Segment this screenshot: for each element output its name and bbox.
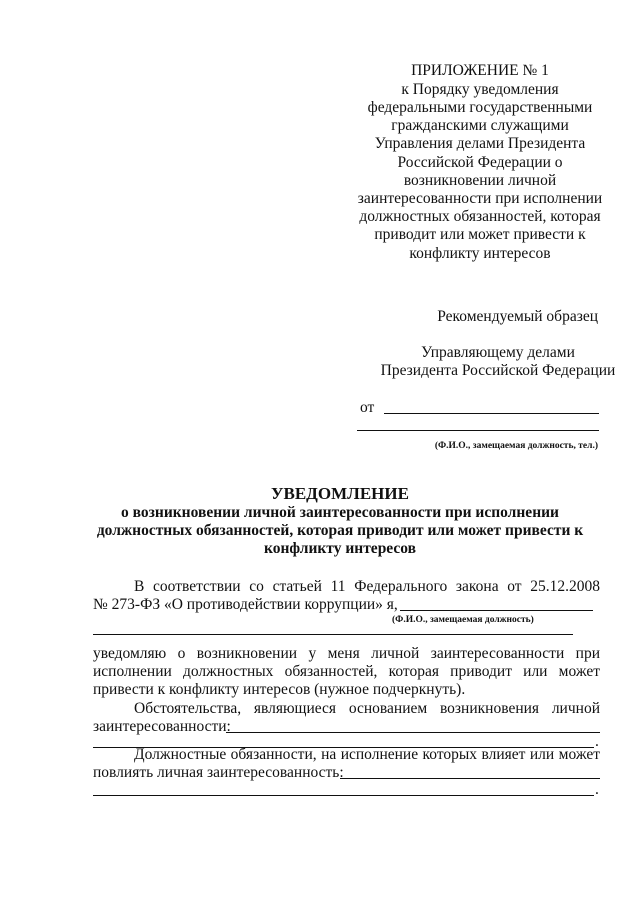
appendix-line: гражданскими служащими <box>391 117 569 134</box>
p4-line-1: Должностные обязанности, на исполнение которых влияет или может <box>134 746 600 763</box>
fio-fill-line[interactable] <box>400 610 593 611</box>
appendix-line: Российской Федерации о <box>397 154 563 171</box>
from-caption: (Ф.И.О., замещаемая должность, тел.) <box>434 441 598 451</box>
addressee-line-1: Управляющему делами <box>421 344 575 361</box>
appendix-line: заинтересованности при исполнении <box>357 190 603 207</box>
sample-note: Рекомендуемый образец <box>437 308 598 325</box>
appendix-line: возникновении личной <box>403 172 557 189</box>
p3-line-1: Обстоятельства, являющиеся основанием возникновения личной <box>134 700 600 717</box>
appendix-line: приводит или может привести к <box>374 226 586 243</box>
from-label: от <box>360 399 375 416</box>
heading-line: конфликту интересов <box>264 540 416 557</box>
end-mark: . <box>595 781 599 798</box>
appendix-line: должностных обязанностей, которая <box>359 208 601 225</box>
fio-caption: (Ф.И.О., замещаемая должность) <box>392 615 534 625</box>
end-mark: . <box>595 733 599 750</box>
fio-fill-line-2[interactable] <box>93 634 573 635</box>
p2-line-2: исполнении должностных обязанностей, которая приводит или может <box>93 663 600 680</box>
appendix-line: к Порядку уведомления <box>401 81 559 98</box>
p3-line-2: заинтересованности: <box>93 718 231 735</box>
from-fill-line[interactable] <box>384 413 599 414</box>
p1-line-2: № 273-ФЗ «О противодействии коррупции» я, <box>93 596 398 613</box>
p2-line-3: привести к конфликту интересов (нужное подчеркнуть). <box>93 681 466 698</box>
p2-line-1: уведомляю о возникновении у меня личной заинтересованности при <box>93 645 600 662</box>
appendix-line: Управления делами Президента <box>374 135 586 152</box>
circumstances-fill-line[interactable] <box>226 732 600 733</box>
addressee-line-2: Президента Российской Федерации <box>380 362 616 379</box>
duties-fill-line-2[interactable] <box>93 795 594 796</box>
notification-title: УВЕДОМЛЕНИЕ <box>271 484 409 503</box>
appendix-line: конфликту интересов <box>409 245 551 262</box>
p4-line-2: повлиять личная заинтересованность: <box>93 764 344 781</box>
p1-line-1: В соответствии со статьей 11 Федерального закона от 25.12.2008 <box>134 578 600 595</box>
appendix-title: ПРИЛОЖЕНИЕ № 1 <box>411 62 549 79</box>
heading-line: должностных обязанностей, которая приводит или может привести к <box>96 522 584 539</box>
heading-line: о возникновении личной заинтересованности при исполнении <box>121 504 559 521</box>
from-fill-line-2[interactable] <box>357 430 599 431</box>
appendix-line: федеральными государственными <box>367 99 593 116</box>
duties-fill-line[interactable] <box>340 778 600 779</box>
